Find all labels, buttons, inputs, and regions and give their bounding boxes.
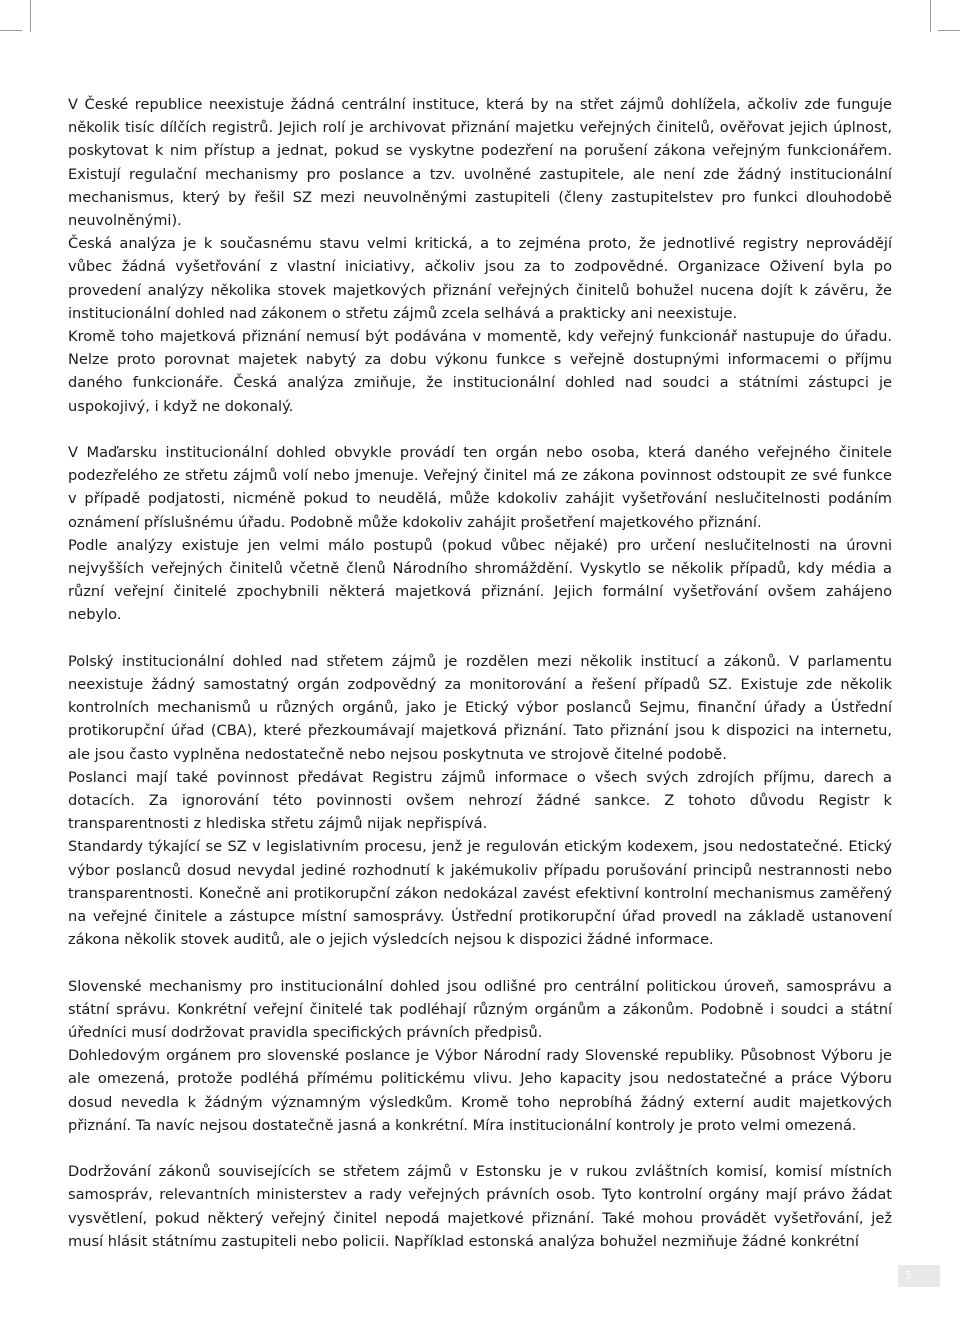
- body-paragraph: V České republice neexistuje žádná centrální instituce, která by na střet zájmů dohlížela, ačkoliv zde funguje několik tisíc dílčích registrů. Jejich rolí je archivovat přiznání majetku veřejných činitelů, ověřovat jejich úplnost, poskytovat k nim přístup a jednat, pokud se vyskytne podezření na porušení zákona veřejným funkcionářem. Existují regulační mechanismy pro poslance a tzv. uvolněné zastupitele, ale není zde žádný institucionální mechanismus, který by řešil SZ mezi neuvolněnými zastupiteli (členy zastupitelstev pro funkci dlouhodobě neuvolněnými).: [68, 96, 892, 230]
- body-paragraph: Podle analýzy existuje jen velmi málo postupů (pokud vůbec nějaké) pro určení neslučitelnosti na úrovni nejvyšších veřejných činitelů včetně členů Národního shromáždění. Vyskytlo se několik případů, kdy média a různí veřejní činitelé zpochybnili některá majetková přiznání. Jejich formální vyšetřování ovšem zahájeno nebylo.: [68, 536, 892, 624]
- paragraph-gap: [68, 627, 892, 650]
- crop-mark-top-left: [30, 0, 31, 32]
- page-number-box: [898, 1265, 940, 1287]
- page-number: 5: [905, 1269, 912, 1282]
- body-paragraph: Slovenské mechanismy pro institucionální dohled jsou odlišné pro centrální politickou úroveň, samosprávu a státní správu. Konkrétní veřejní činitelé tak podléhají různým orgánům a zákonům. Podobně i soudci a státní úředníci musí dodržovat pravidla specifických právních předpisů.: [68, 977, 892, 1042]
- paragraph-gap: [68, 1137, 892, 1160]
- page-body: [68, 93, 892, 1253]
- body-paragraph: Poslanci mají také povinnost předávat Registru zájmů informace o všech svých zdrojích příjmu, darech a dotacích. Za ignorování této povinnosti ovšem nehrozí žádné sankce. Z tohoto důvodu Registr k transparentnosti z hlediska střetu zájmů nijak nepřispívá.: [68, 768, 892, 833]
- body-paragraph: Standardy týkající se SZ v legislativním procesu, jenž je regulován etickým kodexem, jsou nedostatečné. Etický výbor poslanců dosud nevydal jediné rozhodnutí k jakémukoliv případu porušování principů nestrannosti nebo transparentnosti. Konečně ani protikorupční zákon nedokázal zavést efektivní kontrolní mechanismus zaměřený na veřejné činitele a zástupce místní samosprávy. Ústřední protikorupční úřad provedl na základě ustanovení zákona několik stovek auditů, ale o jejich výsledcích nejsou k dispozici žádné informace.: [68, 838, 892, 949]
- body-paragraph: Dodržování zákonů souvisejících se střetem zájmů v Estonsku je v rukou zvláštních komisí, komisí místních samospráv, relevantních ministerstev a rady veřejných právních osob. Tyto kontrolní orgány mají právo žádat vysvětlení, pokud některý veřejný činitel nepodá majetkové přiznání. Také mohou provádět vyšetřování, jež musí hlásit státnímu zastupiteli nebo policii. Například estonská analýza bohužel nezmiňuje žádné konkrétní: [68, 1163, 892, 1250]
- body-paragraph: V Maďarsku institucionální dohled obvykle provádí ten orgán nebo osoba, která daného veřejného činitele podezřelého ze střetu zájmů volí nebo jmenuje. Veřejný činitel má ze zákona povinnost odstoupit ze své funkce v případě podjatosti, nicméně pokud to neudělá, může kdokoliv zahájit vyšetřování neslučitelnosti podáním oznámení příslušnému úřadu. Podobně může kdokoliv zahájit prošetření majetkového přiznání.: [68, 444, 892, 531]
- body-paragraph: Kromě toho majetková přiznání nemusí být podávána v momentě, kdy veřejný funkcionář nastupuje do úřadu. Nelze proto porovnat majetek nabytý za dobu výkonu funkce s veřejně dostupnými informacemi o příjmu daného funkcionáře. Česká analýza zmiňuje, že institucionální dohled nad soudci a státními zástupci je uspokojivý, i když ne dokonalý.: [68, 328, 892, 415]
- body-paragraph: Dohledovým orgánem pro slovenské poslance je Výbor Národní rady Slovenské republiky. Působnost Výboru je ale omezená, protože podléhá přímému politickému vlivu. Jeho kapacity jsou nedostatečné a práce Výboru dosud nevedla k žádným významným výsledkům. Kromě toho neprobíhá žádný externí audit majetkových přiznání. Ta navíc nejsou dostatečně jasná a konkrétní. Míra institucionální kontroly je proto velmi omezená.: [68, 1047, 892, 1134]
- crop-mark-top-left-horizontal: [0, 30, 22, 31]
- crop-mark-top-right: [930, 0, 931, 32]
- crop-mark-top-right-horizontal: [938, 30, 960, 31]
- paragraph-gap: [68, 951, 892, 974]
- body-paragraph: Polský institucionální dohled nad střetem zájmů je rozdělen mezi několik institucí a zákonů. V parlamentu neexistuje žádný samostatný orgán zodpovědný za monitorování a řešení případů SZ. Existuje zde několik kontrolních mechanismů u různých orgánů, jako je Etický výbor poslanců Sejmu, finanční úřady a Ústřední protikorupční úřad (CBA), které přezkoumávají majetková přiznání. Tato přiznání jsou k dispozici na internetu, ale jsou často vyplněna nedostatečně nebo nejsou poskytnuta ve strojově čitelné podobě.: [68, 652, 892, 763]
- paragraph-gap: [68, 418, 892, 441]
- body-paragraph: Česká analýza je k současnému stavu velmi kritická, a to zejména proto, že jednotlivé registry neprovádějí vůbec žádná vyšetřování z vlastní iniciativy, ačkoliv jsou za to zodpovědné. Organizace Oživení byla po provedení analýzy několika stovek majetkových přiznání veřejných činitelů bohužel nucena dojít k závěru, že institucionální dohled nad zákonem o střetu zájmů zcela selhává a prakticky ani neexistuje.: [68, 235, 892, 322]
